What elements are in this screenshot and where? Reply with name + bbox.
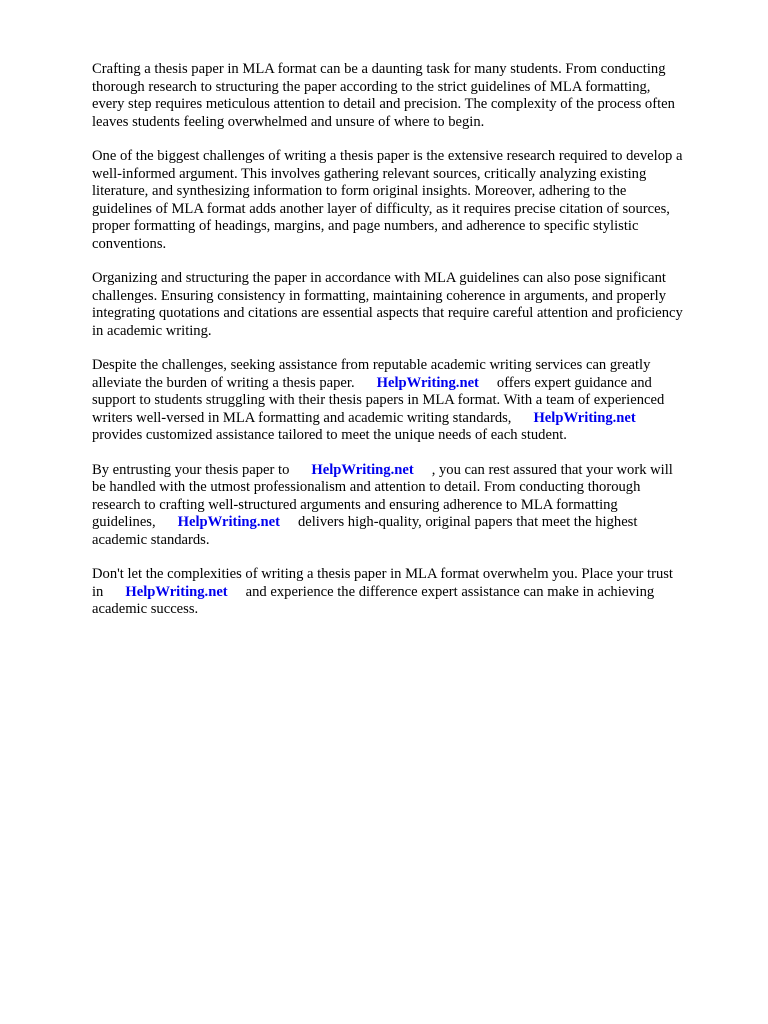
text-line: academic standards. [92, 531, 210, 548]
text-line: guidelines of MLA format adds another layer of difficulty, as it requires precise citation of sources, [92, 200, 670, 217]
text-line: be handled with the utmost professionalism and attention to detail. From conducting thorough [92, 479, 641, 495]
text-segment: offers expert guidance and [496, 374, 652, 391]
text-line [92, 375, 728, 393]
helpwriting-link[interactable]: HelpWriting.net [533, 409, 636, 426]
paragraph-organizing [92, 270, 728, 340]
text-line: Organizing and structuring the paper in accordance with MLA guidelines can also pose significant [92, 270, 666, 286]
text-segment: alleviate the burden of writing a thesis paper. [92, 374, 355, 391]
text-segment: writers well-versed in MLA formatting and academic writing standards, [92, 409, 512, 426]
helpwriting-link[interactable]: HelpWriting.net [311, 461, 414, 478]
text-line: conventions. [92, 235, 167, 252]
text-line: thorough research to structuring the paper according to the strict guidelines of MLA formatting, [92, 78, 651, 95]
text-line: Despite the challenges, seeking assistance from reputable academic writing services can greatly [92, 357, 651, 373]
text-line: academic success. [92, 601, 199, 617]
text-segment: in [92, 583, 104, 600]
text-line: Don't let the complexities of writing a thesis paper in MLA format overwhelm you. Place your trust [92, 566, 673, 582]
text-line: proper formatting of headings, margins, and page numbers, and adherence to specific stylistic [92, 218, 639, 234]
text-line: provides customized assistance tailored to meet the unique needs of each student. [92, 427, 567, 443]
text-line: every step requires meticulous attention to detail and precision. The complexity of the process often [92, 96, 675, 112]
text-segment: and experience the difference expert assistance can make in achieving [245, 583, 655, 600]
text-line [92, 462, 728, 480]
text-line: Crafting a thesis paper in MLA format can be a daunting task for many students. From conducting [92, 61, 666, 77]
helpwriting-link[interactable]: HelpWriting.net [125, 583, 228, 600]
text-line: research to crafting well-structured arguments and ensuring adherence to MLA formatting [92, 496, 618, 513]
text-segment: , you can rest assured that your work will [431, 461, 673, 478]
text-line: well-informed argument. This involves gathering relevant sources, critically analyzing existing [92, 165, 647, 182]
paragraph-assistance [92, 357, 728, 445]
text-segment: By entrusting your thesis paper to [92, 461, 290, 478]
text-line [92, 514, 728, 532]
helpwriting-link[interactable]: HelpWriting.net [177, 514, 280, 530]
text-line: leaves students feeling overwhelmed and unsure of where to begin. [92, 113, 485, 130]
text-line: support to students struggling with their thesis papers in MLA format. With a team of experienced [92, 392, 665, 408]
paragraph-entrusting [92, 462, 728, 550]
text-line [92, 410, 728, 428]
text-line: in academic writing. [92, 322, 212, 339]
paragraph-intro [92, 61, 728, 131]
paragraph-closing [92, 566, 728, 619]
text-line: challenges. Ensuring consistency in formatting, maintaining coherence in arguments, and properly [92, 287, 666, 304]
text-line [92, 584, 728, 602]
paragraph-challenges [92, 148, 728, 253]
helpwriting-link[interactable]: HelpWriting.net [376, 374, 479, 391]
text-segment: delivers high-quality, original papers that meet the highest [297, 514, 638, 530]
text-line: literature, and synthesizing information to form original insights. Moreover, adhering to the [92, 183, 627, 199]
text-line: One of the biggest challenges of writing a thesis paper is the extensive research required to develop a [92, 148, 683, 164]
text-line: integrating quotations and citations are essential aspects that require careful attention and proficiency [92, 305, 683, 321]
text-segment: guidelines, [92, 514, 156, 530]
